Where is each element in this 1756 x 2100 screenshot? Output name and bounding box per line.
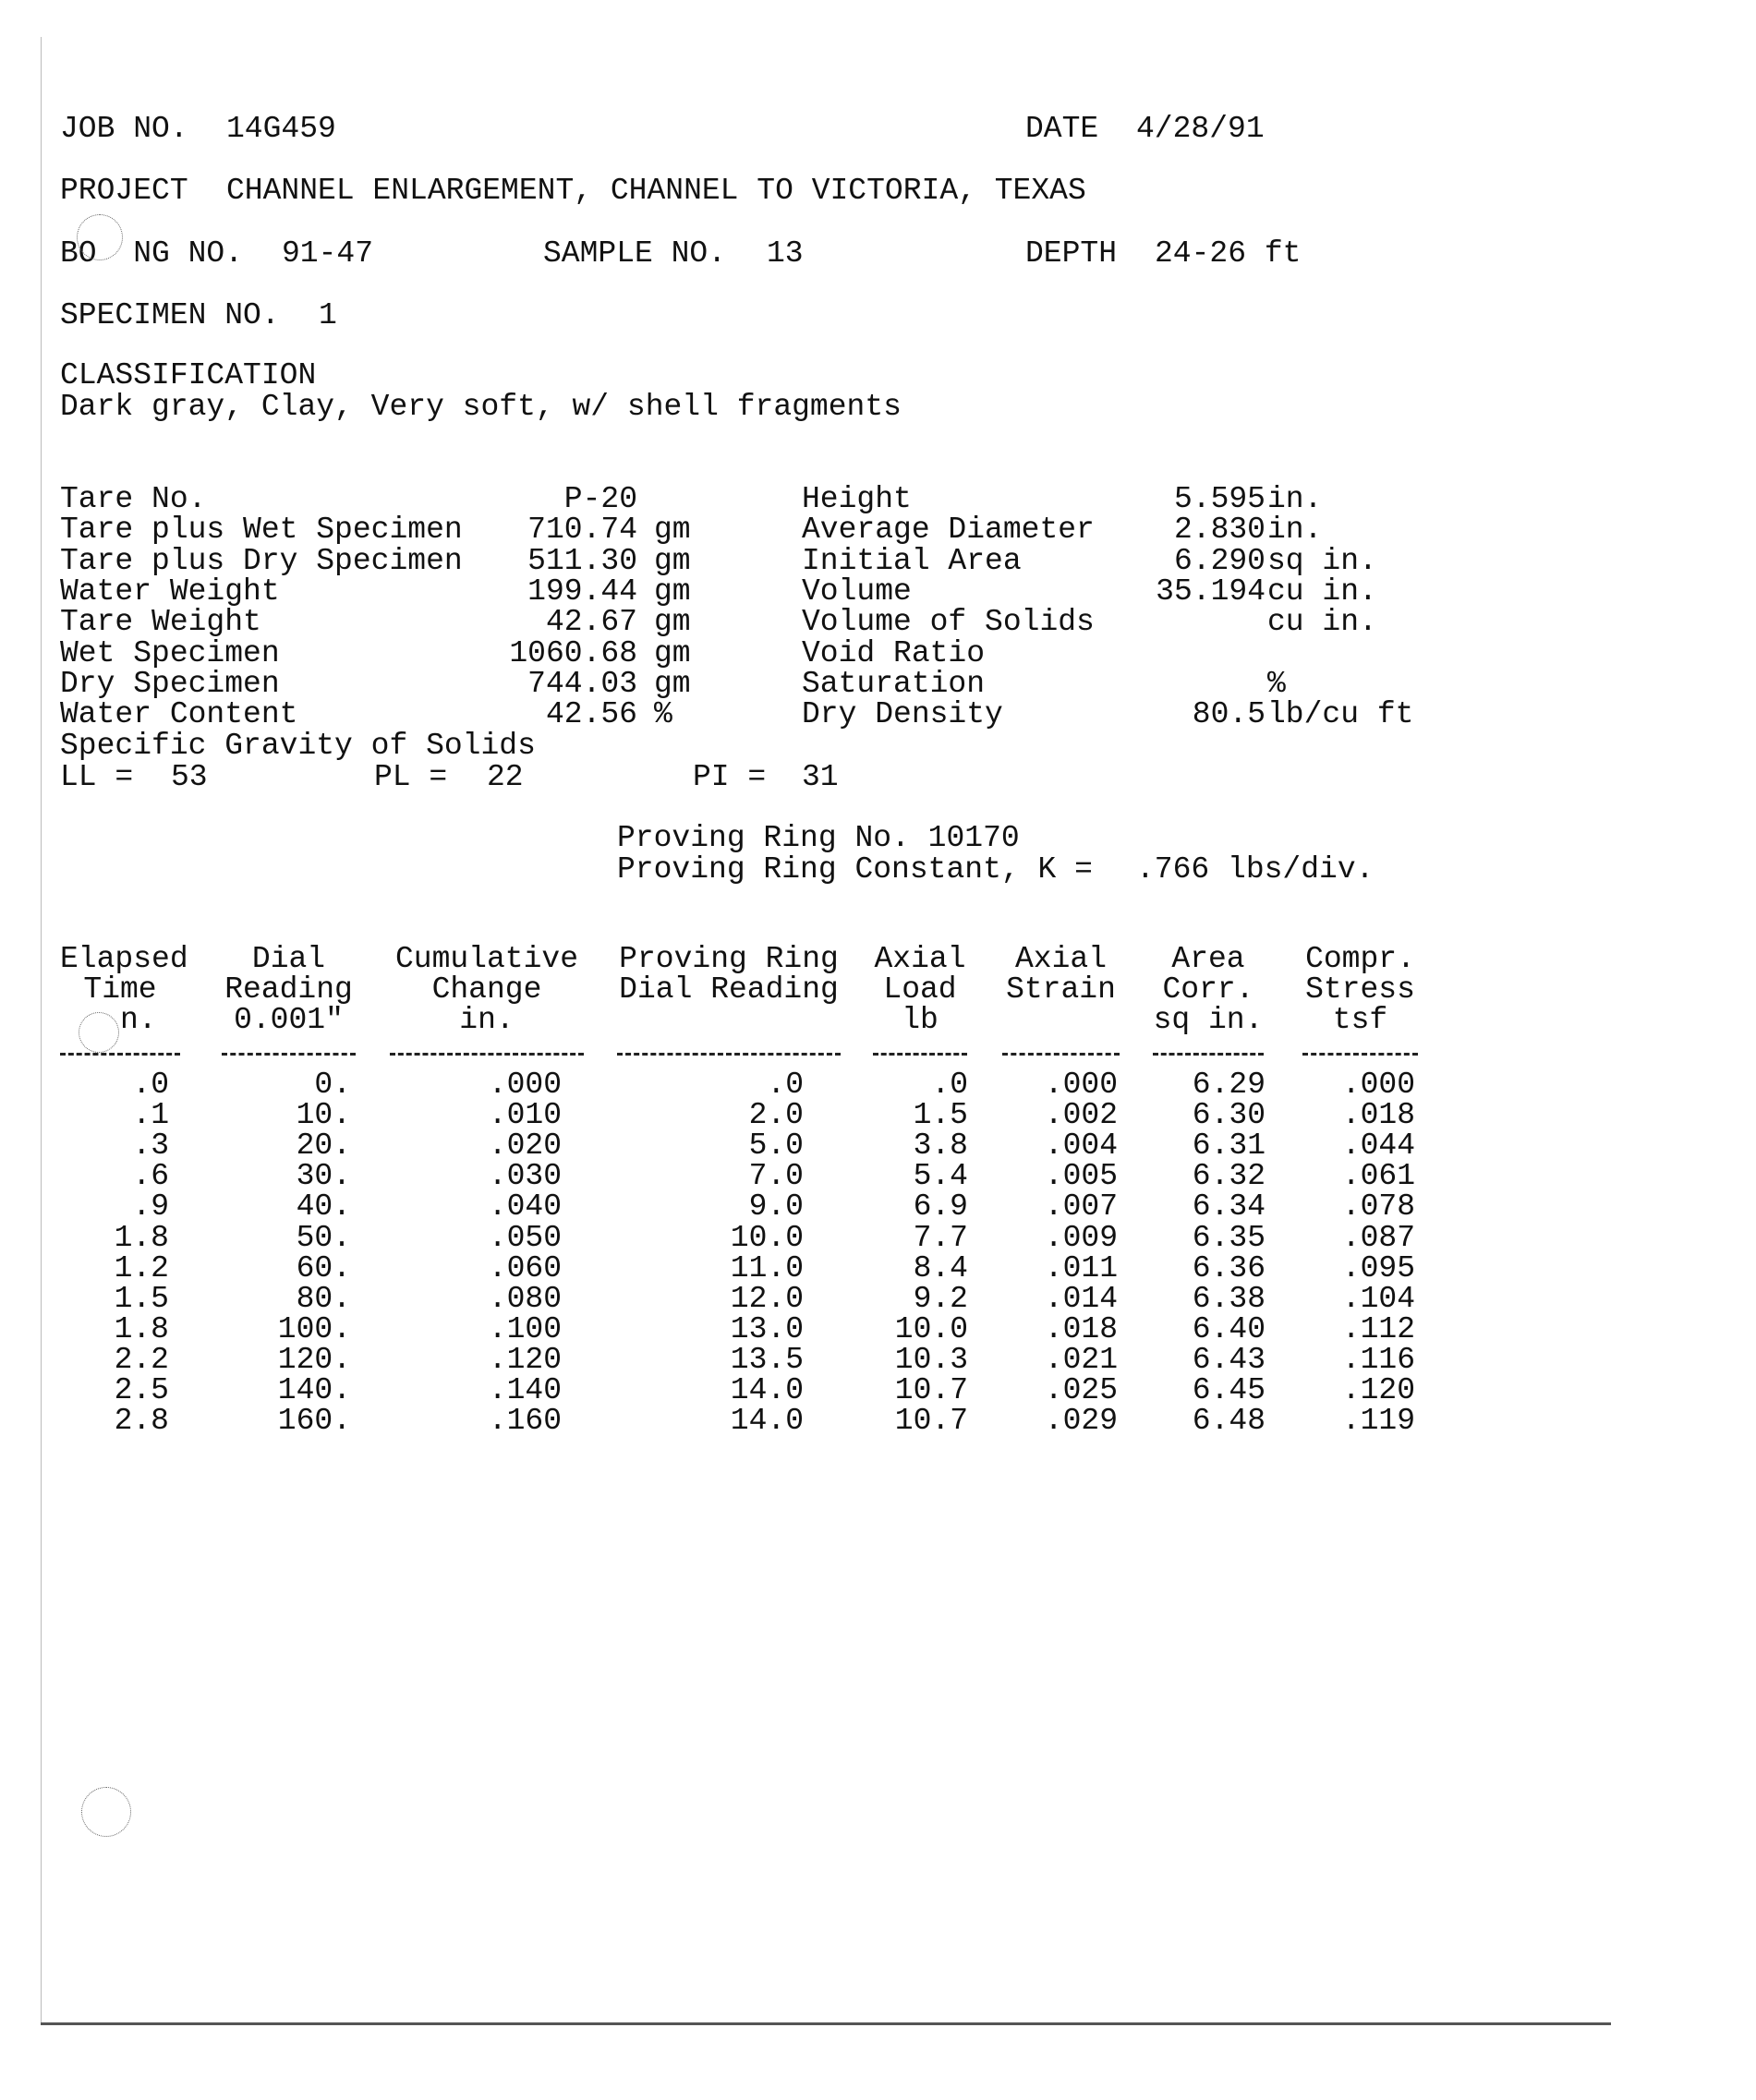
property-label: Height	[802, 482, 912, 516]
property-label: Dry Specimen	[60, 666, 280, 701]
classification-value: Dark gray, Clay, Very soft, w/ shell fragments	[60, 390, 902, 424]
table-cell: 20.	[296, 1128, 351, 1164]
property-value: 511.30	[527, 543, 637, 578]
table-cell: .020	[488, 1128, 562, 1164]
property-label: Water Content	[60, 697, 298, 732]
column-header: lb	[902, 1003, 939, 1037]
header-underline	[1302, 1053, 1418, 1056]
property-value: 42.67	[545, 605, 637, 640]
project-label: PROJECT	[60, 174, 188, 208]
date-value: 4/28/91	[1136, 112, 1265, 146]
property-unit: in.	[1267, 482, 1323, 516]
table-cell: 3.8	[913, 1128, 968, 1164]
table-cell: .160	[488, 1404, 562, 1439]
column-header: Axial	[1014, 942, 1108, 976]
table-cell: 6.45	[1192, 1373, 1266, 1407]
property-label: Wet Specimen	[60, 635, 280, 670]
table-cell: .009	[1044, 1220, 1118, 1255]
table-cell: .116	[1341, 1342, 1415, 1377]
property-unit: gm	[654, 635, 691, 670]
property-unit: cu in.	[1267, 605, 1377, 640]
table-cell: .6	[132, 1159, 169, 1194]
classification-label: CLASSIFICATION	[60, 358, 317, 392]
header-underline	[60, 1053, 180, 1056]
boring-label: BO NG NO.	[60, 236, 244, 271]
property-label: Tare Weight	[60, 605, 261, 640]
property-unit: sq in.	[1267, 543, 1377, 578]
table-cell: .078	[1341, 1189, 1415, 1225]
table-cell: 6.32	[1192, 1159, 1266, 1194]
proving-ring-constant-value: .766 lbs/div.	[1136, 852, 1375, 887]
table-cell: 120.	[277, 1342, 351, 1377]
ll-label: LL =	[60, 760, 134, 794]
property-unit: gm	[654, 513, 691, 548]
column-header: Reading	[224, 972, 353, 1007]
column-header: Strain	[1006, 972, 1116, 1007]
table-cell: 60.	[296, 1250, 351, 1285]
table-cell: .025	[1044, 1373, 1118, 1407]
property-value: 42.56	[545, 697, 637, 732]
table-cell: .095	[1341, 1250, 1415, 1285]
table-cell: 160.	[277, 1404, 351, 1439]
header-underline	[1153, 1053, 1264, 1056]
column-header: Corr.	[1162, 972, 1254, 1007]
pl-label: PL =	[374, 760, 448, 794]
page-left-edge	[41, 37, 42, 2022]
table-cell: 5.0	[748, 1128, 804, 1164]
property-unit: cu in.	[1267, 573, 1377, 609]
header-underline	[1002, 1053, 1120, 1056]
table-cell: 10.7	[894, 1404, 968, 1439]
table-cell: 6.43	[1192, 1342, 1266, 1377]
table-cell: .120	[488, 1342, 562, 1377]
property-unit: %	[654, 697, 672, 732]
table-cell: 6.9	[913, 1189, 968, 1225]
header-underline	[617, 1053, 841, 1056]
table-cell: 2.5	[114, 1373, 169, 1407]
table-cell: 6.36	[1192, 1250, 1266, 1285]
hole-punch-mark	[81, 1787, 131, 1837]
table-cell: .100	[488, 1311, 562, 1346]
property-label: Volume of Solids	[802, 605, 1095, 640]
table-cell: 6.31	[1192, 1128, 1266, 1164]
depth-value: 24-26 ft	[1155, 236, 1302, 271]
property-label: Tare plus Wet Specimen	[60, 513, 463, 548]
pl-value: 22	[487, 760, 524, 794]
table-cell: 10.0	[730, 1220, 804, 1255]
pi-label: PI =	[693, 760, 767, 794]
table-cell: 0.	[314, 1068, 351, 1102]
table-cell: .005	[1044, 1159, 1118, 1194]
table-cell: 6.30	[1192, 1098, 1266, 1133]
property-label: Average Diameter	[802, 513, 1095, 548]
specimen-label: SPECIMEN NO.	[60, 298, 280, 332]
property-label: Water Weight	[60, 573, 280, 609]
table-cell: 6.38	[1192, 1281, 1266, 1316]
hole-punch-mark	[77, 214, 123, 260]
property-label: Dry Density	[802, 697, 1003, 732]
table-cell: 100.	[277, 1311, 351, 1346]
property-value: 80.5	[1192, 697, 1266, 732]
depth-label: DEPTH	[1025, 236, 1118, 271]
table-cell: 14.0	[730, 1404, 804, 1439]
column-header: Compr.	[1305, 942, 1415, 976]
table-cell: .0	[767, 1068, 804, 1102]
specimen-number: 1	[319, 298, 337, 332]
table-cell: .120	[1341, 1373, 1415, 1407]
property-value: 744.03	[527, 666, 637, 701]
table-cell: .3	[132, 1128, 169, 1164]
table-cell: 1.8	[114, 1311, 169, 1346]
project-value: CHANNEL ENLARGEMENT, CHANNEL TO VICTORIA, TEXAS	[226, 174, 1086, 208]
table-cell: .0	[931, 1068, 968, 1102]
table-cell: .044	[1341, 1128, 1415, 1164]
table-cell: 50.	[296, 1220, 351, 1255]
table-cell: .007	[1044, 1189, 1118, 1225]
table-cell: 6.29	[1192, 1068, 1266, 1102]
table-cell: 6.34	[1192, 1189, 1266, 1225]
column-header: Change	[431, 972, 542, 1007]
table-cell: .010	[488, 1098, 562, 1133]
proving-ring-constant-label: Proving Ring Constant, K =	[617, 852, 1093, 887]
table-cell: 40.	[296, 1189, 351, 1225]
column-header: in.	[459, 1003, 515, 1037]
table-cell: .018	[1341, 1098, 1415, 1133]
table-cell: .140	[488, 1373, 562, 1407]
property-unit: in.	[1267, 513, 1323, 548]
property-value: 6.290	[1173, 543, 1266, 578]
header-underline	[390, 1053, 584, 1056]
property-unit: gm	[654, 543, 691, 578]
table-cell: 13.5	[730, 1342, 804, 1377]
table-cell: 6.40	[1192, 1311, 1266, 1346]
table-cell: .104	[1341, 1281, 1415, 1316]
column-header: Load	[883, 972, 957, 1007]
table-cell: .002	[1044, 1098, 1118, 1133]
table-cell: 10.0	[894, 1311, 968, 1346]
table-cell: 9.0	[748, 1189, 804, 1225]
table-cell: 14.0	[730, 1373, 804, 1407]
property-label: Void Ratio	[802, 635, 986, 670]
table-cell: .1	[132, 1098, 169, 1133]
table-cell: 9.2	[913, 1281, 968, 1316]
table-cell: 10.7	[894, 1373, 968, 1407]
table-cell: .112	[1341, 1311, 1415, 1346]
property-value: 2.830	[1173, 513, 1266, 548]
specific-gravity-label: Specific Gravity of Solids	[60, 729, 536, 763]
hole-punch-mark	[79, 1012, 119, 1053]
table-cell: 2.0	[748, 1098, 804, 1133]
table-cell: .087	[1341, 1220, 1415, 1255]
column-header: n.	[83, 1003, 157, 1037]
property-value: 5.595	[1173, 482, 1266, 516]
table-cell: .040	[488, 1189, 562, 1225]
property-label: Initial Area	[802, 543, 1022, 578]
column-header: Cumulative	[394, 942, 579, 976]
column-header: Time	[83, 972, 157, 1007]
property-unit: gm	[654, 666, 691, 701]
table-cell: 1.8	[114, 1220, 169, 1255]
ll-value: 53	[171, 760, 208, 794]
property-value: 1060.68	[509, 635, 637, 670]
table-cell: 7.0	[748, 1159, 804, 1194]
property-value: 35.194	[1156, 573, 1266, 609]
column-header: Stress	[1305, 972, 1415, 1007]
page-bottom-edge	[41, 2022, 1611, 2025]
property-label: Tare No.	[60, 482, 207, 516]
table-cell: .011	[1044, 1250, 1118, 1285]
property-unit: lb/cu ft	[1267, 697, 1414, 732]
table-cell: 13.0	[730, 1311, 804, 1346]
table-cell: .018	[1044, 1311, 1118, 1346]
header-underline	[873, 1053, 967, 1056]
table-cell: 10.	[296, 1098, 351, 1133]
property-label: Tare plus Dry Specimen	[60, 543, 463, 578]
table-cell: .014	[1044, 1281, 1118, 1316]
property-value: 199.44	[527, 573, 637, 609]
column-header: Elapsed	[60, 942, 188, 976]
table-cell: .0	[132, 1068, 169, 1102]
table-cell: .000	[488, 1068, 562, 1102]
table-cell: 12.0	[730, 1281, 804, 1316]
boring-number: 91-47	[282, 236, 374, 271]
table-cell: 11.0	[730, 1250, 804, 1285]
table-cell: 6.48	[1192, 1404, 1266, 1439]
header-underline	[222, 1053, 356, 1056]
pi-value: 31	[802, 760, 839, 794]
table-cell: .000	[1341, 1068, 1415, 1102]
sample-number: 13	[767, 236, 804, 271]
table-cell: 1.5	[114, 1281, 169, 1316]
table-cell: .021	[1044, 1342, 1118, 1377]
column-header: Dial	[251, 942, 326, 976]
property-unit: gm	[654, 605, 691, 640]
column-header: tsf	[1332, 1003, 1388, 1037]
property-unit: gm	[654, 573, 691, 609]
property-label: Saturation	[802, 666, 986, 701]
column-header: sq in.	[1153, 1003, 1264, 1037]
sample-label: SAMPLE NO.	[543, 236, 727, 271]
table-cell: 5.4	[913, 1159, 968, 1194]
property-unit: %	[1267, 666, 1286, 701]
column-header: 0.001"	[234, 1003, 344, 1037]
table-cell: 2.2	[114, 1342, 169, 1377]
table-cell: 30.	[296, 1159, 351, 1194]
table-cell: 80.	[296, 1281, 351, 1316]
property-value: P-20	[563, 482, 637, 516]
table-cell: .080	[488, 1281, 562, 1316]
property-label: Volume	[802, 573, 912, 609]
table-cell: 2.8	[114, 1404, 169, 1439]
table-cell: 10.3	[894, 1342, 968, 1377]
table-cell: .061	[1341, 1159, 1415, 1194]
table-cell: 6.35	[1192, 1220, 1266, 1255]
table-cell: .030	[488, 1159, 562, 1194]
table-cell: .029	[1044, 1404, 1118, 1439]
property-value: 710.74	[527, 513, 637, 548]
table-cell: 7.7	[913, 1220, 968, 1255]
job-number: 14G459	[226, 112, 336, 146]
column-header: Area	[1171, 942, 1245, 976]
table-cell: .050	[488, 1220, 562, 1255]
table-cell: .9	[132, 1189, 169, 1225]
table-cell: .060	[488, 1250, 562, 1285]
column-header: Axial	[874, 942, 966, 976]
table-cell: .000	[1044, 1068, 1118, 1102]
table-cell: 8.4	[913, 1250, 968, 1285]
column-header: Proving Ring	[619, 942, 839, 976]
table-cell: .119	[1341, 1404, 1415, 1439]
table-cell: .004	[1044, 1128, 1118, 1164]
proving-ring-number: Proving Ring No. 10170	[617, 821, 1020, 855]
table-cell: 140.	[277, 1373, 351, 1407]
date-label: DATE	[1025, 112, 1099, 146]
job-label: JOB NO.	[60, 112, 188, 146]
column-header: Dial Reading	[619, 972, 839, 1007]
table-cell: 1.5	[913, 1098, 968, 1133]
table-cell: 1.2	[114, 1250, 169, 1285]
